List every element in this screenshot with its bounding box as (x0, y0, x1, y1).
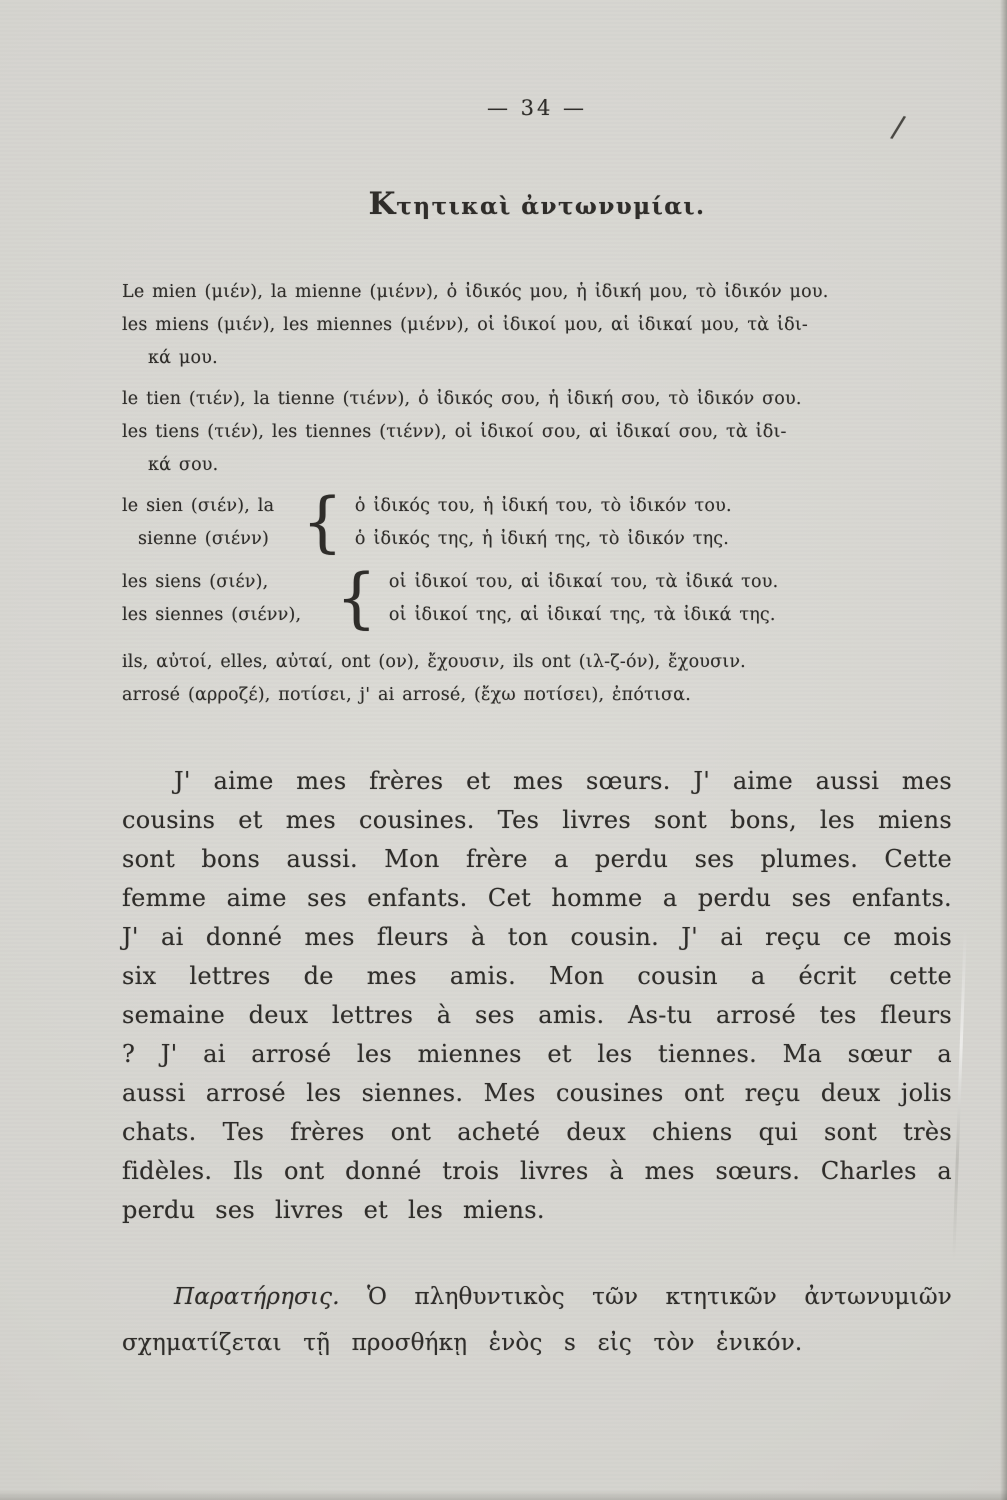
vocab-line: le tien (τιέν), la tienne (τιένν), ὁ ἰδικός σου, ἡ ἰδική σου, τὸ ἰδικόν σου. (122, 389, 802, 409)
pen-mark: / (888, 109, 908, 146)
vocabulary-block (122, 276, 952, 712)
grouping-brace: { (302, 485, 343, 561)
page-content (122, 0, 952, 1389)
remark-paragraph (122, 1274, 952, 1366)
brace-group-left (122, 490, 302, 556)
remark-text: Ὁ πληθυντικὸς τῶν κτητικῶν ἀντωνυμιῶν σχηματίζεται τῇ προσθήκῃ ἑνὸς s εἰς τὸν ἑνικόν. (122, 1284, 952, 1356)
paper-crease (952, 930, 967, 1260)
vocab-line: les tiens (τιέν), les tiennes (τιένν), οἱ ἰδικοί σου, αἱ ἰδικαί σου, τὰ ἰδι- (122, 422, 787, 442)
vocab-line: οἱ ἰδικοί του, αἱ ἰδικαί του, τὰ ἰδικά του. (388, 572, 779, 592)
brace-group-right (355, 490, 952, 556)
vocab-paragraph-tien (122, 383, 952, 482)
vocab-brace-group-siens (122, 561, 952, 637)
vocab-paragraph-verbs (122, 646, 952, 712)
grouping-brace: { (336, 561, 377, 637)
vocab-line: ὁ ἰδικός της, ἡ ἰδική της, τὸ ἰδικόν της. (354, 529, 730, 549)
vocab-line: les siens (σιέν), (122, 572, 269, 592)
vocab-line: arrosé (αρροζέ), ποτίσει, j' ai arrosé, (ἔχω ποτίσει), ἐπότισα. (122, 685, 691, 705)
vocab-line: Le mien (μιέν), la mienne (μιένν), ὁ ἰδικός μου, ἡ ἰδική μου, τὸ ἰδικόν μου. (122, 282, 829, 302)
vocab-line: ὁ ἰδικός του, ἡ ἰδική του, τὸ ἰδικόν του. (354, 496, 732, 516)
vocab-line: sienne (σιένν) (138, 529, 269, 549)
vocab-line: κά μου. (148, 348, 218, 368)
vocab-line: les siennes (σιένν), (122, 605, 302, 625)
vocab-line: ils, αὐτοί, elles, αὐταί, ont (ον), ἔχουσιν, ils ont (ιλ-ζ-όν), ἔχουσιν. (122, 652, 746, 672)
exercise-paragraph: J' aime mes frères et mes sœurs. J' aime aussi mes cousins et mes cousines. Tes livres sont bons, les miens sont bons aussi. Mon frère a perdu ses plumes. Cette femme aime ses enfants. Cet homme a perdu ses enfants. J' ai donné mes fleurs à ton cousin. J' ai reçu ce mois six lettres de mes amis. Mon cousin a écrit cette semaine deux lettres à ses amis. As-tu arrosé tes fleurs ? J' ai arrosé les miennes et les tiennes. Ma sœur a aussi arrosé les siennes. Mes cousines ont reçu deux jolis chats. Tes frères ont acheté deux chiens qui sont très fidèles. Ils ont donné trois livres à mes sœurs. Charles a perdu ses livres et les miens. (122, 767, 952, 1224)
vocab-line: οἱ ἰδικοί της, αἱ ἰδικαί της, τὰ ἰδικά της. (388, 605, 776, 625)
vocab-paragraph-mien (122, 276, 952, 375)
title-initial: Κ (368, 186, 397, 222)
brace-group-left (122, 566, 336, 632)
page-number: — 34 — (486, 96, 588, 120)
vocab-line: κά σου. (148, 455, 219, 475)
vocab-line: les miens (μιέν), les miennes (μιένν), οἱ ἰδικοί μου, αἱ ἰδικαί μου, τὰ ἰδι- (122, 315, 808, 335)
remark-label: Παρατήρησις. (174, 1284, 340, 1310)
title-rest: τητικαὶ ἀντωνυμίαι. (396, 193, 706, 220)
vocab-brace-group-sien (122, 485, 952, 561)
page-edge-shadow (1000, 0, 1007, 1500)
brace-group-right (389, 566, 952, 632)
vocab-line: le sien (σιέν), la (122, 496, 275, 516)
page-bottom-shadow (0, 1490, 1007, 1500)
section-title (122, 186, 952, 222)
